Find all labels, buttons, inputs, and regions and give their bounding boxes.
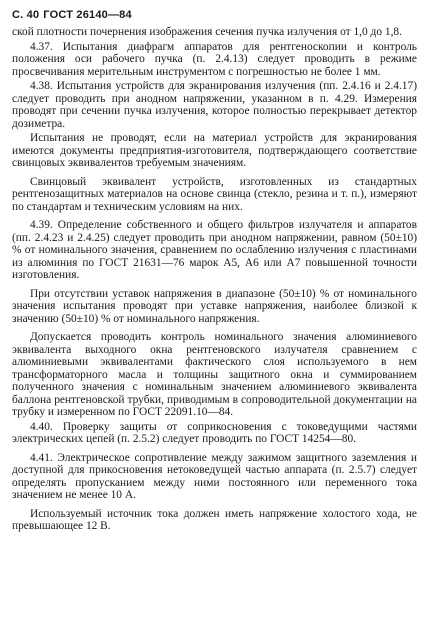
paragraph-4-41-source: Используемый источник тока должен иметь напряжение холостого хода, не превышающее 12 В. (12, 507, 417, 532)
page-number: С. 40 (12, 9, 40, 21)
paragraph-4-41: 4.41. Электрическое сопротивление между зажимом защитного заземления и доступной для прикосновения нетоковедущей частью аппарата (п. 2.5.7) следует определять пропусканием между ними постоянного или переменного тока значением не менее 10 А. (12, 451, 417, 501)
paragraph-4-40: 4.40. Проверку защиты от соприкосновения с токоведущими частями электрических цепей (п. 2.5.2) следует проводить по ГОСТ 14254—80. (12, 420, 417, 445)
page-header (12, 8, 417, 24)
document-page (12, 8, 417, 535)
standard-designation: ГОСТ 26140—84 (43, 9, 132, 21)
paragraph-4-39-aluminium: Допускается проводить контроль номинального значения алюминиевого эквивалента выходного окна рентгеновского излучателя сравнением с алюминиевыми эквивалентами фактического слоя используемого в нем трансформаторного масла и толщины защитного окна и суммированием полученного значения с номинальным значением алюминиевого эквивалента баллона рентгеновской трубки, приводимым в сопроводительной документации на трубку и измеренном по ГОСТ 22091.10—84. (12, 331, 417, 418)
paragraph-lead-equivalent: Свинцовый эквивалент устройств, изготовленных из стандартных рентгенозащитных материалов на основе свинца (стекло, резина и т. п.), измеряют по стандартам и техническим условиям на них. (12, 175, 417, 213)
paragraph-continuation: ской плотности почернения изображения сечения пучка излучения от 1,0 до 1,8. (12, 26, 402, 38)
paragraph-4-37: 4.37. Испытания диафрагм аппаратов для рентгеноскопии и контроль положения оси рабочего пучка (п. 2.4.13) следует проводить в режиме просвечивания мерительным инструментом с погрешностью не более 1 мм. (12, 40, 417, 78)
paragraph-4-38: 4.38. Испытания устройств для экранирования излучения (пп. 2.4.16 и 2.4.17) следует проводить при анодном напряжении, указанном в п. 4.29. Измерения проводят при сечении пучка излучения, которое полностью перекрывает детектор дозиметра. (12, 80, 417, 130)
paragraph-4-38-note: Испытания не проводят, если на материал устройств для экранирования имеются документы предприятия-изготовителя, подтверждающего соответствие свинцовых эквивалентов требуемым значениям. (12, 132, 417, 169)
paragraph-4-39: 4.39. Определение собственного и общего фильтров излучателя и аппаратов (пп. 2.4.23 и 2.4.25) следует проводить при анодном напряжении, равном (50±10) % от номинального значения, сравнением по ослаблению излучения с пластинами из алюминия по ГОСТ 21631—76 марок А5, А6 или А7 повышенной точности изготовления. (12, 219, 417, 281)
paragraph-4-39-voltage: При отсутствии уставок напряжения в диапазоне (50±10) % от номинального значения испытания проводят при уставке напряжения, наиболее близкой к значению (50±10) % от номинального напряжения. (12, 287, 417, 325)
